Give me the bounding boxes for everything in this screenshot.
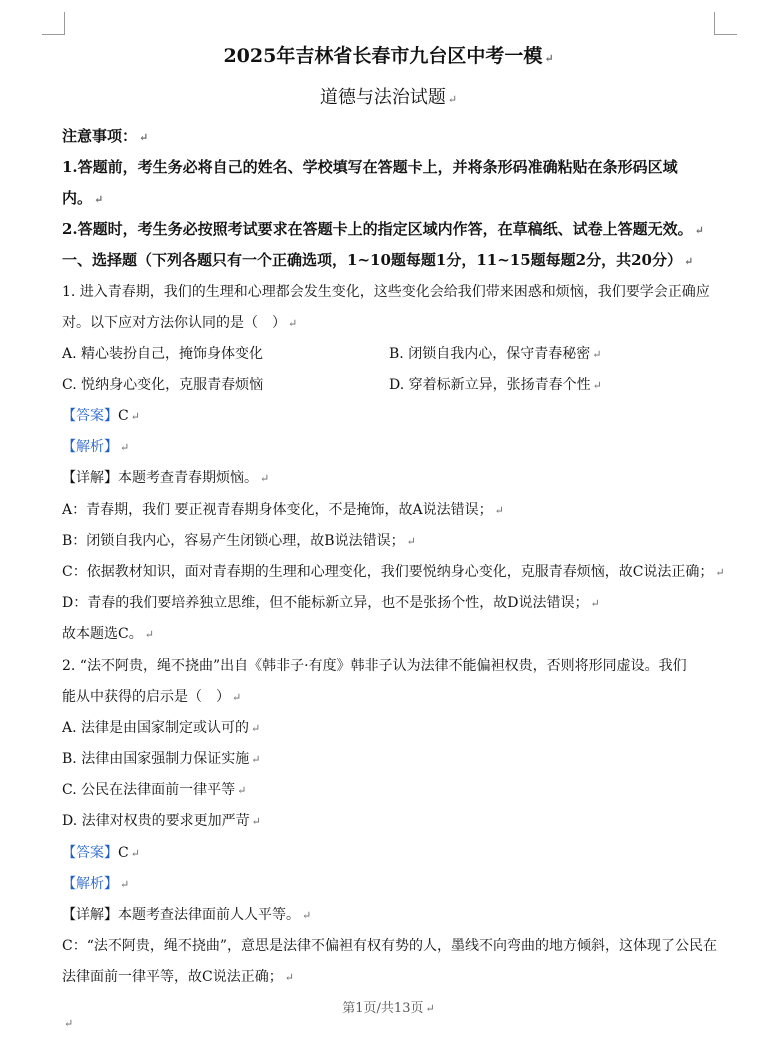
- notes-item-2: 2.答题时，考生务必按照考试要求在答题卡上的指定区域内作答，在草稿纸、试卷上答题无效。 ↵: [62, 220, 704, 238]
- q1-option-c: C. 悦纳身心变化，克服青春烦恼: [62, 377, 264, 393]
- q1-explanation-d: D：青春的我们要培养独立思维，但不能标新立异，也不是张扬个性，故D说法错误； ↵: [62, 595, 600, 611]
- q2-option-d: D. 法律对权贵的要求更加严苛 ↵: [62, 813, 261, 829]
- q1-explanation-b: B：闭锁自我内心，容易产生闭锁心理，故B说法错误； ↵: [62, 533, 416, 549]
- q1-option-d: D. 穿着标新立异，张扬青春个性 ↵: [389, 377, 602, 393]
- q2-option-a: A. 法律是由国家制定或认可的 ↵: [62, 720, 261, 736]
- q2-explanation-c-line-1: C：“法不阿贵，绳不挠曲”，意思是法律不偏袒有权有势的人，墨线不向弯曲的地方倾斜，这体现了公民在: [62, 938, 718, 954]
- notes-heading: 注意事项： ↵: [62, 127, 149, 145]
- notes-item-1-line-2: 内。 ↵: [62, 189, 104, 207]
- q1-conclusion: 故本题选C。 ↵: [62, 626, 154, 642]
- crop-mark-top-left: [42, 12, 65, 35]
- q2-option-b: B. 法律由国家强制力保证实施 ↵: [62, 751, 261, 767]
- doc-subtitle: 道德与法治试题 ↵: [319, 87, 458, 108]
- q1-stem-line-1: 1. 进入青春期，我们的生理和心理都会发生变化，这些变化会给我们带来困惑和烦恼，我们要学会正确应: [62, 284, 710, 300]
- q1-option-b: B. 闭锁自我内心，保守青春秘密 ↵: [389, 346, 602, 362]
- q1-detail: 【详解】本题考查青春期烦恼。 ↵: [62, 470, 270, 486]
- q2-answer: 【答案】C ↵: [62, 845, 140, 861]
- q2-analysis-label: 【解析】 ↵: [62, 876, 130, 892]
- paragraph-mark: ↵: [64, 1017, 74, 1030]
- section-heading: 一、选择题（下列各题只有一个正确选项，1~10题每题1分，11~15题每题2分，共20分） ↵: [62, 251, 694, 269]
- q1-answer: 【答案】C ↵: [62, 408, 140, 424]
- q2-detail: 【详解】本题考查法律面前人人平等。 ↵: [62, 907, 312, 923]
- page-number-footer: 第1页/共13页 ↵: [342, 1001, 435, 1016]
- q1-explanation-a: A：青春期，我们 要正视青春期身体变化，不是掩饰，故A说法错误； ↵: [62, 502, 504, 518]
- crop-mark-top-right: [714, 12, 737, 35]
- q2-stem-line-1: 2. “法不阿贵，绳不挠曲”出自《韩非子·有度》韩非子认为法律不能偏袒权贵，否则将形同虚设。我们: [62, 658, 687, 674]
- notes-item-1-line-1: 1.答题前，考生务必将自己的姓名、学校填写在答题卡上，并将条形码准确粘贴在条形码区域: [62, 158, 678, 176]
- q2-stem-line-2: 能从中获得的启示是（ ） ↵: [62, 689, 242, 705]
- q1-option-a: A. 精心装扮自己，掩饰身体变化: [62, 346, 264, 362]
- q1-analysis-label: 【解析】 ↵: [62, 439, 130, 455]
- doc-title: 2025年吉林省长春市九台区中考一模 ↵: [223, 45, 554, 67]
- q1-stem-line-2: 对。以下应对方法你认同的是（ ） ↵: [62, 315, 298, 331]
- q1-explanation-c: C：依据教材知识，面对青春期的生理和心理变化，我们要悦纳身心变化，克服青春烦恼，故C说法正确； ↵: [62, 564, 725, 580]
- q2-option-c: C. 公民在法律面前一律平等 ↵: [62, 782, 247, 798]
- q2-explanation-c-line-2: 法律面前一律平等，故C说法正确； ↵: [62, 969, 294, 985]
